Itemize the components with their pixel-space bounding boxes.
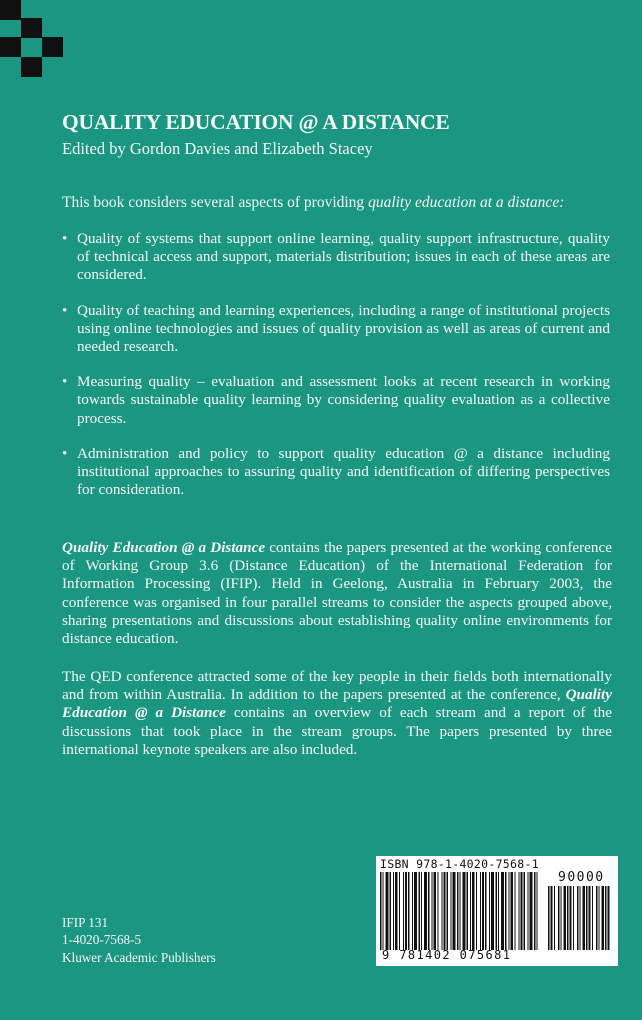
paragraph-text: The QED conference attracted some of the key people in their fields both internationally and from within Australia. In addition to the papers presented at the conference, xyxy=(62,668,612,704)
series-number: IFIP 131 xyxy=(62,915,109,930)
bullet-icon: • xyxy=(62,301,68,319)
bullet-icon: • xyxy=(62,230,68,247)
paragraph-text: contains the papers presented at the working conference of Working Group 3.6 (Distance Education) of the International Federation for Information Processing (IFIP). Held in Geelong, Australia in February 2003, the conference was organised in four parallel streams to consider the aspects grouped above, sharing presentations and discussions about establishing quality online environments for distance education. xyxy=(62,539,612,648)
paragraph-text: contains an overview of each stream and a report of the discussions that took place in the stream groups. The papers presented by three international keynote speakers are also included. xyxy=(62,704,613,758)
list-item xyxy=(62,230,610,285)
barcode-digits: 9 781402 075681 xyxy=(382,948,512,962)
list-item xyxy=(62,373,610,428)
editors-line: Edited by Gordon Davies and Elizabeth Stacey xyxy=(62,139,373,158)
list-item-text: Measuring quality – evaluation and assessment looks at recent research in working towards sustainable quality learning by considering quality evaluation as a collective process. xyxy=(77,373,610,427)
list-item-text: Administration and policy to support quality education @ a distance including institutional approaches to assuring quality and identification of differing perspectives for consideration. xyxy=(77,444,610,499)
publisher-name: Kluwer Academic Publishers xyxy=(62,949,216,965)
book-title: QUALITY EDUCATION @ A DISTANCE xyxy=(62,110,450,134)
list-item-text: Quality of systems that support online learning, quality support infrastructure, quality of technical access and support, materials distribution; issues in each of these areas are considered. xyxy=(77,230,610,284)
description-paragraph-1 xyxy=(62,539,612,648)
intro-sentence xyxy=(62,194,564,212)
aspects-list xyxy=(62,230,610,516)
description-paragraph-2 xyxy=(62,668,612,759)
bullet-icon: • xyxy=(62,444,68,462)
addon-barcode-icon xyxy=(548,886,610,950)
book-title-inline: Quality Education @ a Distance xyxy=(62,539,266,556)
barcode-box xyxy=(376,856,618,966)
list-item xyxy=(62,302,610,357)
intro-prefix: This book considers several aspects of providing xyxy=(62,194,369,211)
bullet-icon: • xyxy=(62,373,68,391)
isbn-10: 1-4020-7568-5 xyxy=(62,932,142,948)
checker-pattern-logo xyxy=(0,0,66,78)
barcode-icon xyxy=(380,872,538,950)
imprint-block xyxy=(62,914,216,966)
price-code: 90000 xyxy=(558,870,605,885)
intro-italic: quality education at a distance: xyxy=(368,194,565,211)
book-title-inline: Quality Education @ a Distance xyxy=(62,686,612,722)
list-item xyxy=(62,445,610,500)
list-item-text: Quality of teaching and learning experiences, including a range of institutional projects using online technologies and issues of quality provision as well as areas of current and needed research. xyxy=(77,301,610,356)
isbn-label: ISBN 978-1-4020-7568-1 xyxy=(380,857,539,871)
